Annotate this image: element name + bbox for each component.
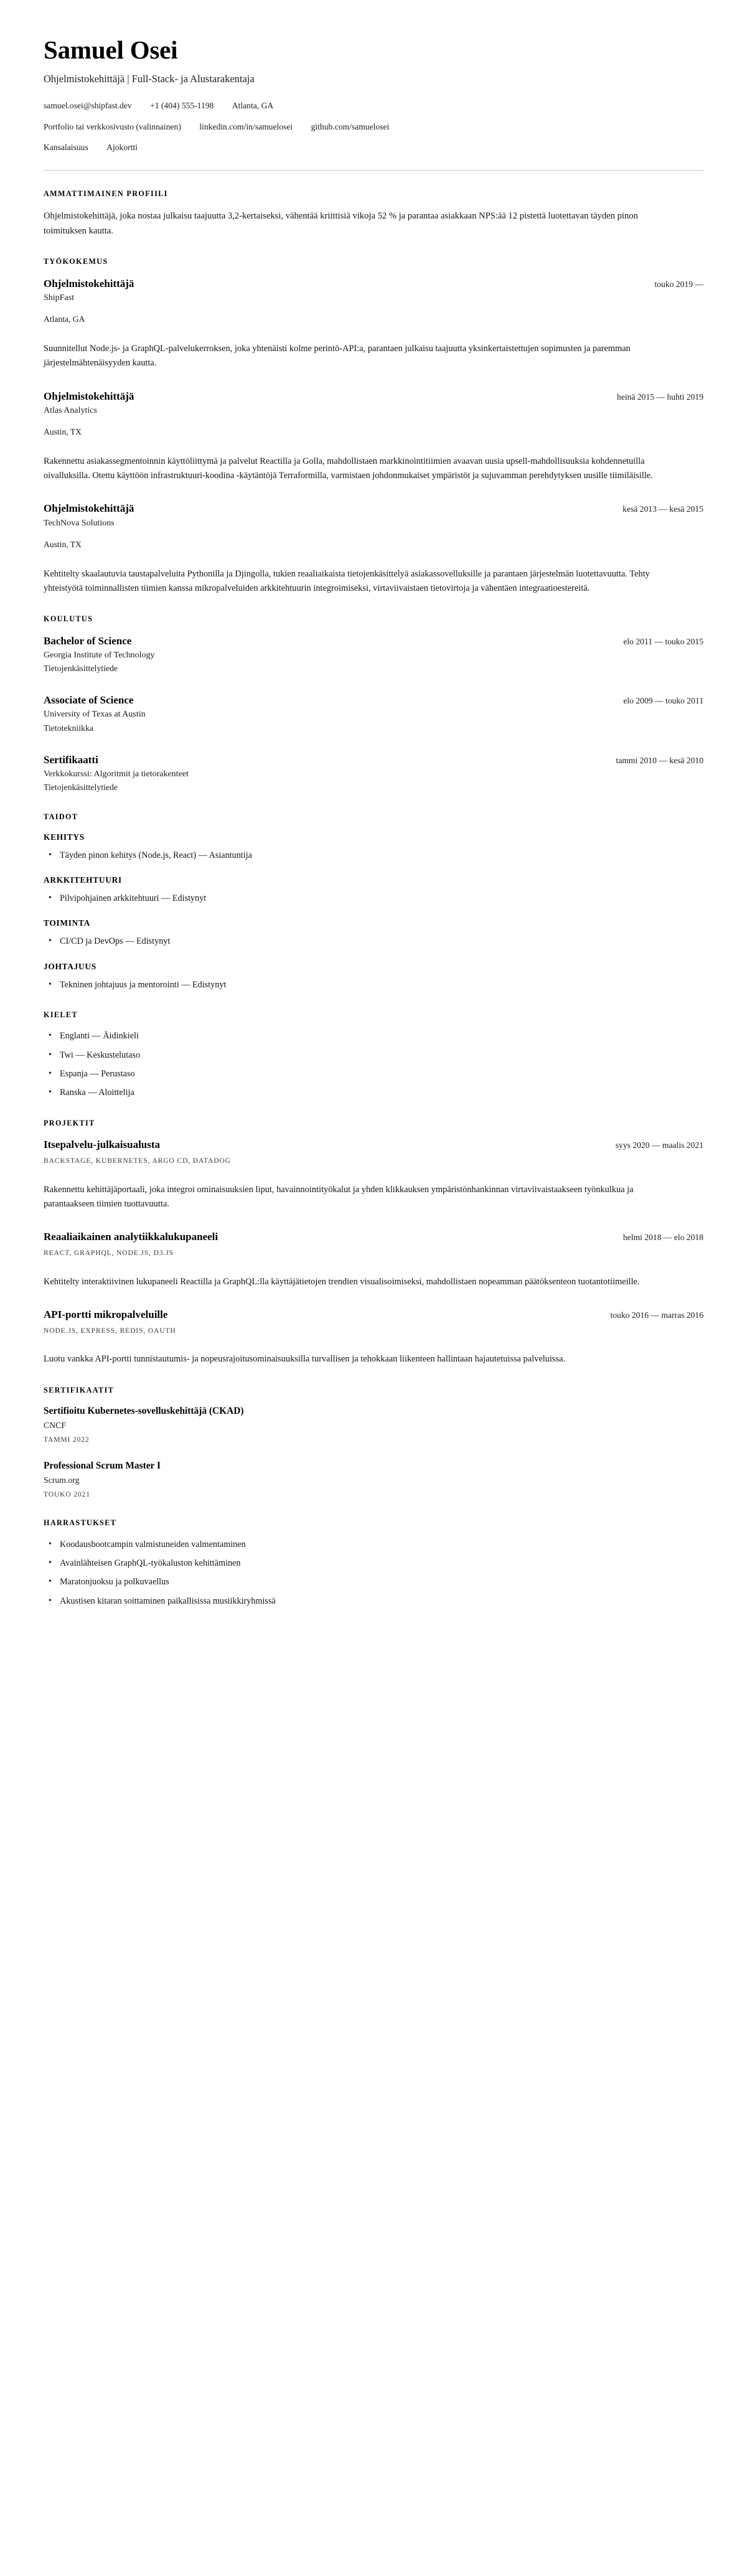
section-title-skills: TAIDOT — [44, 812, 78, 821]
education-date: elo 2011 — touko 2015 — [623, 636, 703, 646]
certificate-entry — [44, 1405, 703, 1445]
skill-group — [44, 962, 703, 992]
experience-date: touko 2019 — — [654, 279, 703, 289]
header-divider — [44, 170, 703, 171]
experience-job-title: Ohjelmistokehittäjä — [44, 390, 134, 402]
project-entry-head — [44, 1230, 703, 1244]
skill-item: • CI/CD ja DevOps — Edistynyt — [44, 935, 703, 948]
contact-github[interactable]: github.com/samuelosei — [311, 121, 390, 131]
experience-description: Rakennettu asiakassegmentoinnin käyttöliittymä ja palvelut Reactilla ja Golla, mahdollistaen markkinointitiimien avaavan uusia upsell-mahdollisuuksia kohdennetuilla oivalluksilla. Otettu käyttöön infrastruktuuri-koodina -käytäntöjä Terraformilla, varmistaen johdonmukaiset ympäristöt ja sujuvamman perehdytyksen uusille tiimiläisille. — [44, 456, 653, 481]
skill-list — [44, 849, 703, 862]
section-profile — [44, 189, 703, 238]
section-skills — [44, 812, 703, 992]
skill-group-title: TOIMINTA — [44, 918, 91, 928]
education-degree: Associate of Science — [44, 694, 134, 707]
skill-group — [44, 875, 703, 905]
certificate-date: TOUKO 2021 — [44, 1490, 90, 1498]
project-entry — [44, 1308, 703, 1367]
contact-row-extra — [44, 141, 703, 154]
education-degree: Sertifikaatti — [44, 753, 98, 766]
skill-item: • Tekninen johtajuus ja mentorointi — Edistynyt — [44, 979, 703, 992]
experience-entry-head — [44, 502, 703, 515]
education-school: Verkkokurssi: Algoritmit ja tietorakenteet — [44, 769, 189, 779]
education-school: University of Texas at Austin — [44, 710, 146, 720]
resume-header — [44, 36, 703, 154]
education-entry — [44, 753, 703, 794]
education-entry-head — [44, 634, 703, 648]
hobby-item: • Maratonjuoksu ja polkuvaellus — [44, 1576, 703, 1589]
project-tech-stack: BACKSTAGE, KUBERNETES, ARGO CD, DATADOG — [44, 1157, 231, 1165]
section-languages — [44, 1010, 703, 1100]
hobby-item: • Koodausbootcampin valmistuneiden valmentaminen — [44, 1538, 703, 1551]
skill-item: • Täyden pinon kehitys (Node.js, React) — Asiantuntija — [44, 849, 703, 862]
language-item: • Espanja — Perustaso — [44, 1068, 703, 1081]
contact-nationality: Kansalaisuus — [44, 142, 88, 152]
certificate-issuer: CNCF — [44, 1420, 67, 1430]
candidate-name: Samuel Osei — [44, 35, 178, 64]
contact-location: Atlanta, GA — [232, 101, 274, 111]
hobby-item: • Akustisen kitaran soittaminen paikallisissa musiikkiryhmissä — [44, 1595, 703, 1608]
contact-portfolio[interactable]: Portfolio tai verkkosivusto (valinnainen) — [44, 121, 181, 131]
section-projects — [44, 1119, 703, 1367]
project-date: syys 2020 — maalis 2021 — [615, 1140, 703, 1150]
project-entry — [44, 1138, 703, 1211]
language-list — [44, 1030, 703, 1099]
experience-description: Suunnitellut Node.js- ja GraphQL-palvelukerroksen, joka yhtenäisti kolme perintö-API:a, parantaen julkaisu taajuutta yksinkertaistettujen sopimusten ja paremman järjestelmähtenäisyyden kautta. — [44, 344, 631, 369]
contact-email[interactable]: samuel.osei@shipfast.dev — [44, 101, 132, 111]
skill-group-title: KEHITYS — [44, 832, 85, 842]
contact-row-links — [44, 121, 703, 133]
education-field: Tietojenkäsittelytiede — [44, 782, 118, 792]
skill-group — [44, 832, 703, 862]
education-field: Tietojenkäsittelytiede — [44, 664, 118, 674]
project-name: Reaaliaikainen analytiikkalukupaneeli — [44, 1231, 218, 1243]
project-tech-stack: NODE.JS, EXPRESS, REDIS, OAUTH — [44, 1326, 176, 1335]
experience-date: heinä 2015 — huhti 2019 — [617, 392, 703, 402]
contact-linkedin[interactable]: linkedin.com/in/samuelosei — [199, 121, 293, 131]
section-title-certificates: SERTIFIKAATIT — [44, 1385, 115, 1394]
experience-location: Austin, TX — [44, 427, 82, 437]
experience-entry — [44, 277, 703, 371]
section-education — [44, 614, 703, 794]
education-entry — [44, 634, 703, 675]
certificate-date: TAMMI 2022 — [44, 1435, 90, 1444]
contact-phone[interactable]: +1 (404) 555-1198 — [150, 101, 214, 111]
certificate-name: Professional Scrum Master I — [44, 1460, 161, 1472]
experience-company: Atlas Analytics — [44, 405, 97, 415]
certificate-entry — [44, 1460, 703, 1500]
skill-list — [44, 935, 703, 948]
project-description: Kehtitelty interaktiivinen lukupaneeli Reactilla ja GraphQL:lla käyttäjätietojen trendien visualisoimiseksi, mahdollistaen nopeamman päätöksenteon tuotantotiimeille. — [44, 1276, 640, 1287]
experience-company: TechNova Solutions — [44, 518, 115, 528]
section-certificates — [44, 1386, 703, 1500]
section-title-hobbies: HARRASTUKSET — [44, 1518, 117, 1528]
experience-date: kesä 2013 — kesä 2015 — [622, 504, 703, 514]
experience-job-title: Ohjelmistokehittäjä — [44, 502, 134, 515]
language-item: • Twi — Keskustelutaso — [44, 1049, 703, 1062]
project-name: Itsepalvelu-julkaisualusta — [44, 1139, 161, 1151]
education-entry-head — [44, 753, 703, 767]
education-field: Tietotekniikka — [44, 723, 93, 733]
experience-location: Austin, TX — [44, 539, 82, 549]
section-title-experience: TYÖKOKEMUS — [44, 257, 108, 266]
project-entry-head — [44, 1138, 703, 1152]
hobby-list — [44, 1538, 703, 1608]
experience-company: ShipFast — [44, 293, 75, 303]
contact-row-primary — [44, 100, 703, 112]
certificate-issuer: Scrum.org — [44, 1475, 80, 1485]
section-title-education: KOULUTUS — [44, 614, 93, 624]
experience-description: Kehtitelty skaalautuvia taustapalveluita Pythonilla ja Djingolla, tukien reaaliaikaista tietojenkäsittelyä asiakassovelluksille ja parantaen järjestelmän luotettavuutta. Tehty yhteistyötä toiminnallisten tiimien kanssa mikropalveluiden arkkitehtuurin integroimiseksi, virtaviivaistaen tietovirtoja ja vähentäen integraatioestereitä. — [44, 568, 650, 593]
section-title-languages: KIELET — [44, 1010, 78, 1019]
project-description: Rakennettu kehittäjäportaali, joka integroi ominaisuuksien liput, havainnointityökalut ja yhden klikkauksen ympäristönhankinnan virtaviivaistaakseen työnkulkua ja parantaakseen tiimien tuottavuutta. — [44, 1184, 634, 1209]
project-date: touko 2016 — marras 2016 — [610, 1310, 703, 1320]
project-description: Luotu vankka API-portti tunnistautumis- ja nopeusrajoitusominaisuuksilla turvallisen ja tehokkaan liikenteen hallintaan hajautetuissa palveluissa. — [44, 1354, 566, 1365]
experience-entry — [44, 390, 703, 484]
education-entry — [44, 693, 703, 734]
experience-location: Atlanta, GA — [44, 314, 85, 324]
section-title-projects: PROJEKTIT — [44, 1118, 95, 1127]
skill-item: • Pilvipohjainen arkkitehtuuri — Edistynyt — [44, 892, 703, 905]
language-item: • Ranska — Aloittelija — [44, 1086, 703, 1099]
candidate-headline: Ohjelmistokehittäjä | Full-Stack- ja Alustarakentaja — [44, 72, 255, 85]
project-entry — [44, 1230, 703, 1289]
skill-group-title: ARKKITEHTUURI — [44, 875, 122, 885]
education-school: Georgia Institute of Technology — [44, 650, 155, 660]
education-date: tammi 2010 — kesä 2010 — [616, 755, 703, 765]
experience-entry-head — [44, 277, 703, 291]
profile-text: Ohjelmistokehittäjä, joka nostaa julkaisu taajuutta 3,2-kertaiseksi, vähentää kriittisiä vikoja 52 % ja parantaa asiakkaan NPS:ää 12 pistettä luotettavan täyden pinon toimituksen kautta. — [44, 210, 638, 236]
project-entry-head — [44, 1308, 703, 1322]
education-entry-head — [44, 693, 703, 707]
contact-drivers-license: Ajokortti — [106, 142, 138, 152]
skill-list — [44, 979, 703, 992]
experience-entry-head — [44, 390, 703, 403]
section-experience — [44, 257, 703, 596]
skill-group — [44, 918, 703, 948]
project-date: helmi 2018 — elo 2018 — [622, 1233, 703, 1243]
experience-job-title: Ohjelmistokehittäjä — [44, 277, 134, 289]
experience-entry — [44, 502, 703, 596]
project-tech-stack: REACT, GRAPHQL, NODE.JS, D3.JS — [44, 1249, 174, 1257]
language-item: • Englanti — Äidinkieli — [44, 1030, 703, 1043]
skill-list — [44, 892, 703, 905]
certificate-name: Sertifioitu Kubernetes-sovelluskehittäjä (CKAD) — [44, 1406, 244, 1417]
project-name: API-portti mikropalveluille — [44, 1308, 168, 1320]
education-date: elo 2009 — touko 2011 — [623, 696, 703, 706]
skill-group-title: JOHTAJUUS — [44, 961, 96, 971]
section-title-profile: AMMATTIMAINEN PROFIILI — [44, 189, 168, 199]
section-hobbies — [44, 1518, 703, 1608]
education-degree: Bachelor of Science — [44, 634, 132, 647]
hobby-item: • Avainlähteisen GraphQL-työkaluston kehittäminen — [44, 1557, 703, 1570]
